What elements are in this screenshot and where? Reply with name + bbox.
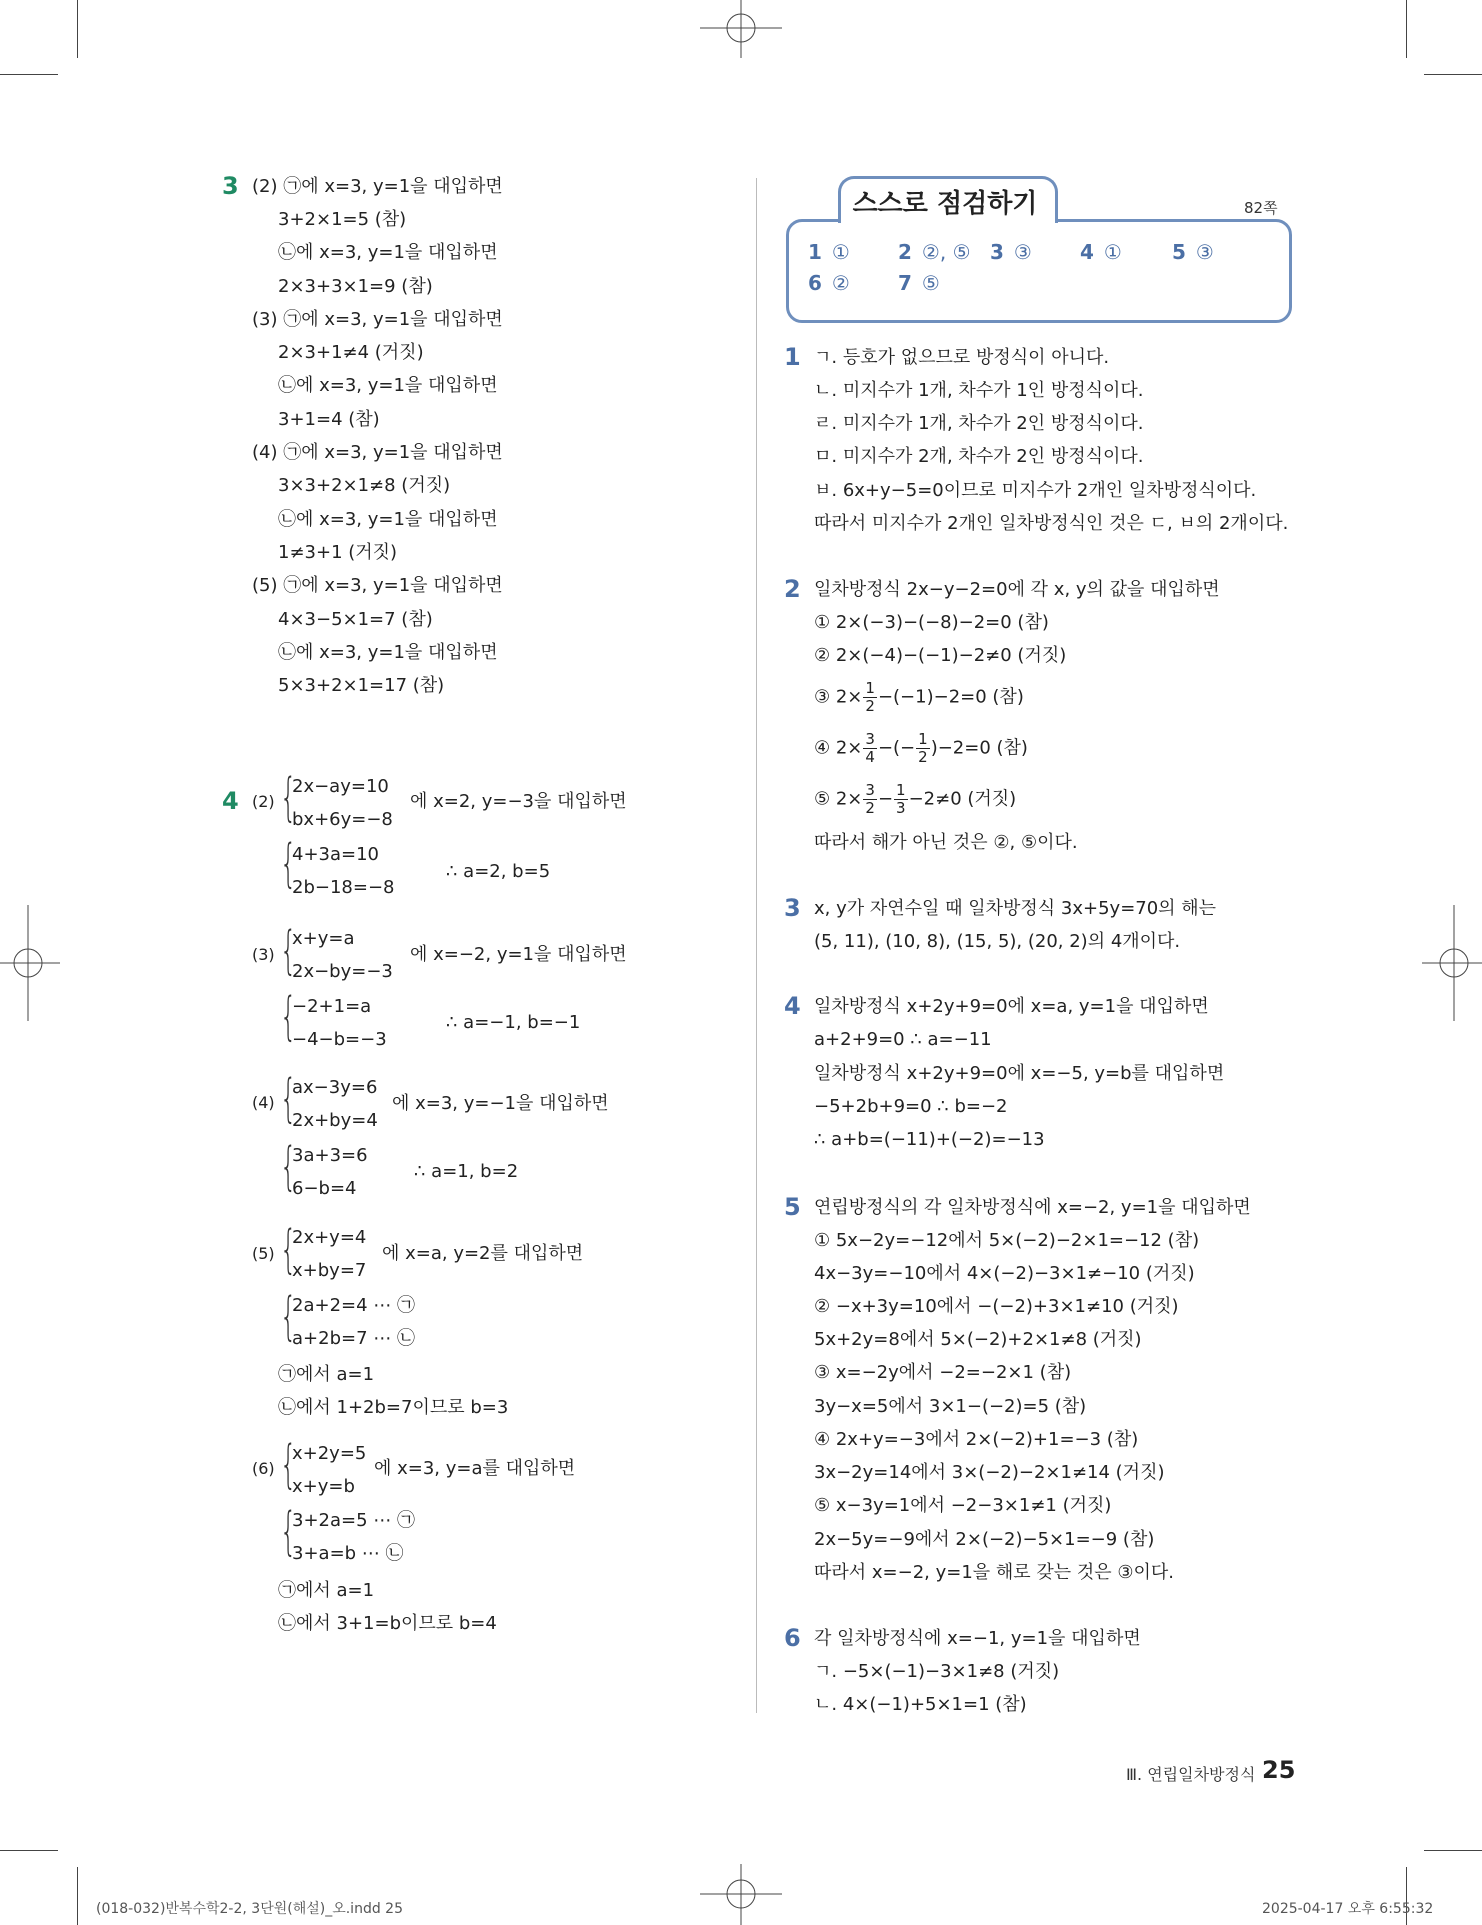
expr: −2≠0 (거짓): [908, 788, 1017, 810]
registration-mark-bottom: [700, 1864, 782, 1925]
q5r-line: 연립방정식의 각 일차방정식에 x=−2, y=1을 대입하면: [814, 1197, 1251, 1218]
answer-item: [1080, 237, 1122, 267]
q1-line: 따라서 미지수가 2개인 일차방정식인 것은 ㄷ, ㅂ의 2개이다.: [814, 513, 1289, 534]
part-label: (2): [252, 792, 275, 811]
chapter-title: Ⅲ. 연립일차방정식: [1126, 1765, 1256, 1784]
q3-line: (5) ㉠에 x=3, y=1을 대입하면: [252, 575, 503, 596]
crop-mark: [77, 1867, 78, 1925]
answer-number: 6: [808, 271, 822, 295]
q3-line: 2×3+1≠4 (거짓): [278, 342, 424, 363]
q6r-line: ㄴ. 4×(−1)+5×1=1 (참): [814, 1694, 1027, 1715]
system-eq: 4+3a=10: [292, 844, 380, 865]
numerator: 3: [865, 730, 875, 748]
answer-box: [786, 219, 1292, 323]
q2-intro: 일차방정식 2x−y−2=0에 각 x, y의 값을 대입하면: [814, 579, 1220, 600]
brace: {: [280, 834, 297, 894]
part-label: (6): [252, 1459, 275, 1478]
expr: −(−1)−2=0 (참): [877, 686, 1024, 708]
q3r-line: (5, 11), (10, 8), (15, 5), (20, 2)의 4개이다.: [814, 931, 1181, 952]
answer-number: 3: [990, 240, 1004, 264]
system-eq: x+y=a: [292, 928, 355, 949]
system-eq: −4−b=−3: [292, 1029, 387, 1050]
denominator: 3: [896, 799, 906, 817]
system-eq: x+2y=5: [292, 1443, 367, 1464]
brace: {: [280, 1502, 297, 1562]
answer-number: 7: [898, 271, 912, 295]
system-result: ∴ a=−1, b=−1: [446, 1012, 581, 1033]
q2-conclusion: 따라서 해가 아닌 것은 ②, ⑤이다.: [814, 832, 1078, 853]
answer-value: ②, ⑤: [921, 240, 971, 264]
system-eq: x+y=b: [292, 1476, 355, 1497]
system-eq: 3+2a=5 ⋯ ㉠: [292, 1510, 415, 1531]
numerator: 1: [896, 781, 906, 799]
q1-line: ㅁ. 미지수가 2개, 차수가 2인 방정식이다.: [814, 446, 1144, 467]
crop-mark: [1424, 1850, 1482, 1851]
q2-line: [814, 782, 1016, 817]
fraction: [894, 782, 908, 817]
q5r-line: 2x−5y=−9에서 2×(−2)−5×1=−9 (참): [814, 1529, 1155, 1550]
question-number: 6: [784, 1624, 801, 1652]
file-info: (018-032)반복수학2-2, 3단원(해설)_오.indd 25: [96, 1901, 403, 1917]
brace: {: [280, 768, 297, 828]
expr: )−2=0 (참): [930, 737, 1028, 759]
brace: {: [280, 921, 297, 981]
brace: {: [280, 1435, 297, 1495]
q4r-line: 일차방정식 x+2y+9=0에 x=−5, y=b를 대입하면: [814, 1063, 1225, 1084]
system-text: 에 x=3, y=a를 대입하면: [374, 1458, 576, 1479]
question-number: 5: [784, 1193, 801, 1221]
q5r-line: 5x+2y=8에서 5×(−2)+2×1≠8 (거짓): [814, 1329, 1142, 1350]
q4r-line: 일차방정식 x+2y+9=0에 x=a, y=1을 대입하면: [814, 996, 1209, 1017]
system-eq: bx+6y=−8: [292, 809, 393, 830]
system-eq: 2x−by=−3: [292, 961, 393, 982]
system-text: 에 x=3, y=−1을 대입하면: [392, 1093, 609, 1114]
answer-number: 4: [1080, 240, 1094, 264]
q6r-line: ㄱ. −5×(−1)−3×1≠8 (거짓): [814, 1661, 1060, 1682]
answer-item: [898, 268, 940, 298]
expr: −: [877, 788, 894, 810]
crop-mark: [0, 1850, 58, 1851]
q2-line: ② 2×(−4)−(−1)−2≠0 (거짓): [814, 645, 1067, 666]
brace: {: [280, 1287, 297, 1347]
answer-item: [808, 237, 850, 267]
answer-item: [808, 268, 850, 298]
registration-mark-top: [700, 0, 782, 60]
system-eq: 2a+2=4 ⋯ ㉠: [292, 1295, 415, 1316]
system-eq: ax−3y=6: [292, 1077, 378, 1098]
crop-mark: [1424, 74, 1482, 75]
system-eq: 3a+3=6: [292, 1145, 368, 1166]
answer-value: ②: [831, 271, 850, 295]
q5r-line: ⑤ x−3y=1에서 −2−3×1≠1 (거짓): [814, 1495, 1112, 1516]
system-eq: a+2b=7 ⋯ ㉡: [292, 1328, 415, 1349]
solution-line: ㉠에서 a=1: [278, 1364, 375, 1385]
answer-number: 2: [898, 240, 912, 264]
q3-line: 5×3+2×1=17 (참): [278, 675, 445, 696]
q4r-line: −5+2b+9=0 ∴ b=−2: [814, 1096, 1008, 1117]
expr: ③ 2×: [814, 686, 863, 708]
q1-line: ㄹ. 미지수가 1개, 차수가 2인 방정식이다.: [814, 413, 1144, 434]
fraction: [863, 782, 877, 817]
q6r-line: 각 일차방정식에 x=−1, y=1을 대입하면: [814, 1628, 1141, 1649]
answer-value: ⑤: [921, 271, 940, 295]
q5r-line: ④ 2x+y=−3에서 2×(−2)+1=−3 (참): [814, 1429, 1139, 1450]
q2-line: [814, 680, 1024, 715]
fraction: [916, 731, 930, 766]
solution-line: ㉡에서 1+2b=7이므로 b=3: [278, 1397, 509, 1418]
registration-mark-left: [0, 905, 60, 1021]
column-divider: [756, 178, 757, 1713]
question-number: 1: [784, 343, 801, 371]
expr: ④ 2×: [814, 737, 863, 759]
brace: {: [280, 1069, 297, 1129]
denominator: 4: [865, 748, 875, 766]
answer-value: ③: [1013, 240, 1032, 264]
q3-line: 2×3+3×1=9 (참): [278, 276, 433, 297]
part-label: (5): [252, 1244, 275, 1263]
system-text: 에 x=−2, y=1을 대입하면: [410, 944, 627, 965]
system-eq: 2x+y=4: [292, 1227, 367, 1248]
q3-line: (2) ㉠에 x=3, y=1을 대입하면: [252, 176, 503, 197]
q3-line: 3+2×1=5 (참): [278, 209, 407, 230]
page-reference: 82쪽: [1244, 199, 1278, 217]
system-eq: x+by=7: [292, 1260, 367, 1281]
system-text: 에 x=a, y=2를 대입하면: [382, 1243, 584, 1264]
answer-value: ①: [831, 240, 850, 264]
q1-line: ㅂ. 6x+y−5=0이므로 미지수가 2개인 일차방정식이다.: [814, 480, 1257, 501]
answer-item: [1172, 237, 1214, 267]
system-result: ∴ a=2, b=5: [446, 861, 551, 882]
q4r-line: ∴ a+b=(−11)+(−2)=−13: [814, 1129, 1045, 1150]
solution-line: ㉡에서 3+1=b이므로 b=4: [278, 1613, 497, 1634]
brace: {: [280, 987, 297, 1047]
q2-line: [814, 731, 1028, 766]
q2-line: ① 2×(−3)−(−8)−2=0 (참): [814, 612, 1049, 633]
denominator: 2: [865, 799, 875, 817]
brace: {: [280, 1137, 297, 1197]
part-label: (3): [252, 945, 275, 964]
q3-line: ㉡에 x=3, y=1을 대입하면: [278, 642, 498, 663]
q5r-line: 4x−3y=−10에서 4×(−2)−3×1≠−10 (거짓): [814, 1263, 1195, 1284]
self-check-title: 스스로 점검하기: [852, 189, 1038, 219]
registration-mark-right: [1422, 905, 1482, 1021]
system-eq: 2b−18=−8: [292, 877, 395, 898]
expr: −(−: [877, 737, 916, 759]
q1-line: ㄱ. 등호가 없으므로 방정식이 아니다.: [814, 347, 1110, 368]
q3-line: 3×3+2×1≠8 (거짓): [278, 475, 451, 496]
q5r-line: ② −x+3y=10에서 −(−2)+3×1≠10 (거짓): [814, 1296, 1179, 1317]
q3-line: (3) ㉠에 x=3, y=1을 대입하면: [252, 309, 503, 330]
page-number: 25: [1262, 1756, 1296, 1784]
system-eq: 3+a=b ⋯ ㉡: [292, 1543, 404, 1564]
fraction: [863, 680, 877, 715]
system-eq: 2x+by=4: [292, 1110, 378, 1131]
question-number: 3: [784, 894, 801, 922]
numerator: 1: [865, 679, 875, 697]
q4r-line: a+2+9=0 ∴ a=−11: [814, 1029, 992, 1050]
q5r-line: 3x−2y=14에서 3×(−2)−2×1≠14 (거짓): [814, 1462, 1165, 1483]
q3-line: (4) ㉠에 x=3, y=1을 대입하면: [252, 442, 503, 463]
question-number: 2: [784, 575, 801, 603]
part-label: (4): [252, 1093, 275, 1112]
q3-line: ㉡에 x=3, y=1을 대입하면: [278, 375, 498, 396]
system-text: 에 x=2, y=−3을 대입하면: [410, 791, 627, 812]
solution-line: ㉠에서 a=1: [278, 1580, 375, 1601]
q5r-line: 따라서 x=−2, y=1을 해로 갖는 것은 ③이다.: [814, 1562, 1175, 1583]
q3-line: ㉡에 x=3, y=1을 대입하면: [278, 509, 498, 530]
timestamp: 2025-04-17 오후 6:55:32: [1262, 1901, 1434, 1917]
q3-line: 4×3−5×1=7 (참): [278, 609, 433, 630]
crop-mark: [77, 0, 78, 58]
answer-value: ③: [1195, 240, 1214, 264]
q3-line: 1≠3+1 (거짓): [278, 542, 398, 563]
crop-mark: [1406, 0, 1407, 58]
brace: {: [280, 1220, 297, 1280]
q3-line: 3+1=4 (참): [278, 409, 380, 430]
numerator: 1: [918, 730, 928, 748]
fraction: [863, 731, 877, 766]
numerator: 3: [865, 781, 875, 799]
system-eq: 6−b=4: [292, 1178, 357, 1199]
answer-item: [990, 237, 1032, 267]
denominator: 2: [918, 748, 928, 766]
expr: ⑤ 2×: [814, 788, 863, 810]
answer-number: 1: [808, 240, 822, 264]
q1-line: ㄴ. 미지수가 1개, 차수가 1인 방정식이다.: [814, 380, 1144, 401]
system-result: ∴ a=1, b=2: [414, 1161, 519, 1182]
answer-value: ①: [1103, 240, 1122, 264]
answer-number: 5: [1172, 240, 1186, 264]
system-eq: 2x−ay=10: [292, 776, 389, 797]
q5r-line: 3y−x=5에서 3×1−(−2)=5 (참): [814, 1396, 1087, 1417]
question-number: 3: [222, 172, 239, 200]
question-number: 4: [784, 992, 801, 1020]
question-number: 4: [222, 787, 239, 815]
crop-mark: [0, 74, 58, 75]
answer-item: [898, 237, 971, 267]
system-eq: −2+1=a: [292, 996, 372, 1017]
denominator: 2: [865, 697, 875, 715]
q5r-line: ③ x=−2y에서 −2=−2×1 (참): [814, 1362, 1072, 1383]
q5r-line: ① 5x−2y=−12에서 5×(−2)−2×1=−12 (참): [814, 1230, 1200, 1251]
q3-line: ㉡에 x=3, y=1을 대입하면: [278, 242, 498, 263]
q3r-line: x, y가 자연수일 때 일차방정식 3x+5y=70의 해는: [814, 898, 1217, 919]
